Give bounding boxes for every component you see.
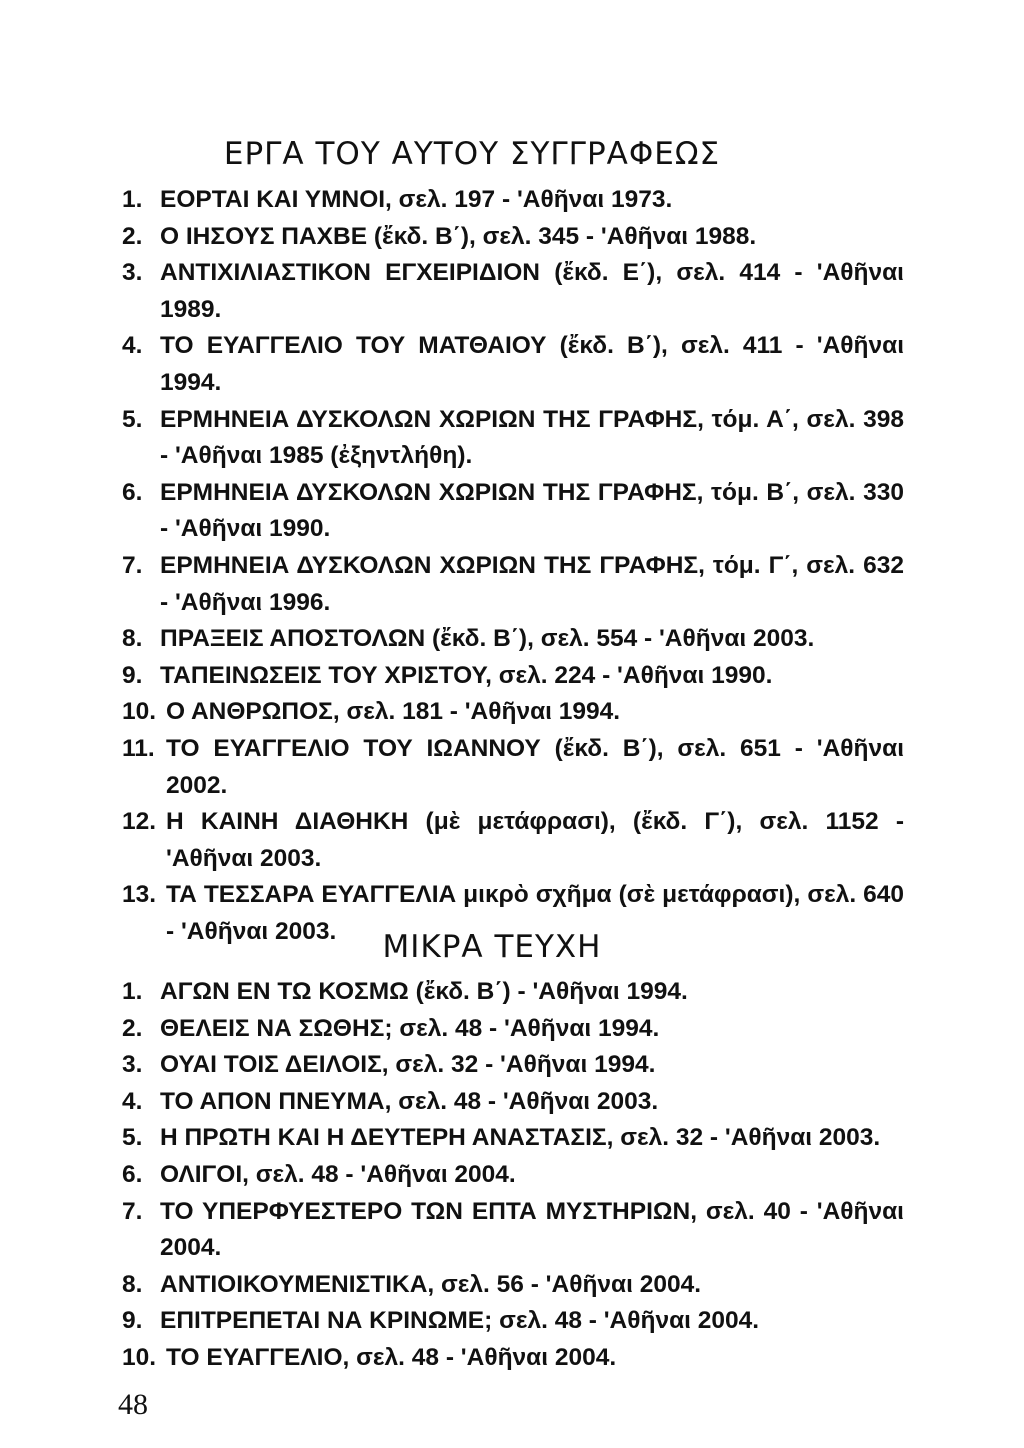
item-number: 10. bbox=[122, 698, 157, 726]
list-item bbox=[122, 731, 904, 804]
list-item bbox=[122, 1120, 904, 1157]
list-item bbox=[122, 219, 904, 256]
item-text: Ο ΑΝΘΡΩΠΟΣ, σελ. 181 - 'Αθῆναι 1994. bbox=[166, 698, 621, 726]
works-list bbox=[122, 182, 904, 950]
list-item bbox=[122, 1267, 904, 1304]
list-item bbox=[122, 804, 904, 877]
list-item bbox=[122, 402, 904, 475]
item-number: 1. bbox=[122, 978, 143, 1005]
item-text: ΘΕΛΕΙΣ ΝΑ ΣΩΘΗΣ; σελ. 48 - 'Αθῆναι 1994. bbox=[160, 1014, 660, 1042]
item-number: 7. bbox=[122, 1197, 143, 1225]
item-number: 3. bbox=[122, 259, 143, 287]
item-number: 6. bbox=[122, 478, 143, 506]
item-number: 8. bbox=[122, 1270, 143, 1298]
item-number: 4. bbox=[122, 332, 143, 360]
list-item bbox=[122, 182, 904, 219]
page-number: 48 bbox=[118, 1388, 148, 1421]
list-item bbox=[122, 1340, 904, 1377]
list-item bbox=[122, 974, 904, 1011]
item-text: Ο ΙΗΣΟΥΣ ΠΑΧΒΕ (ἔκδ. Β΄), σελ. 345 - 'Αθῆναι 1988. bbox=[160, 222, 757, 250]
item-number: 9. bbox=[122, 1307, 143, 1335]
item-text: Η ΠΡΩΤΗ ΚΑΙ Η ΔΕΥΤΕΡΗ ΑΝΑΣΤΑΣΙΣ, σελ. 32 - 'Αθῆναι 2003. bbox=[160, 1124, 881, 1152]
item-text: ΤΟ ΕΥΑΓΓΕΛΙΟ ΤΟΥ ΜΑΤΘΑΙΟΥ (ἔκδ. Β΄), σελ. 411 - 'Αθῆναι 1994. bbox=[160, 332, 904, 396]
item-text: ΕΡΜΗΝΕΙΑ ΔΥΣΚΟΛΩΝ ΧΩΡΙΩΝ ΤΗΣ ΓΡΑΦΗΣ, τόμ. Β΄, σελ. 330 - 'Αθῆναι 1990. bbox=[160, 478, 904, 543]
item-text: Η ΚΑΙΝΗ ΔΙΑΘΗΚΗ (μὲ μετάφρασι), (ἔκδ. Γ΄), σελ. 1152 - 'Αθῆναι 2003. bbox=[166, 808, 904, 872]
item-number: 7. bbox=[122, 551, 143, 579]
list-item bbox=[122, 694, 904, 731]
item-number: 9. bbox=[122, 661, 143, 689]
list-item bbox=[122, 1303, 904, 1340]
list-item bbox=[122, 475, 904, 548]
item-text: ΑΝΤΙΧΙΛΙΑΣΤΙΚΟΝ ΕΓΧΕΙΡΙΔΙΟΝ (ἔκδ. Ε΄), σελ. 414 - 'Αθῆναι 1989. bbox=[160, 259, 904, 323]
item-text: ΕΟΡΤΑΙ ΚΑΙ ΥΜΝΟΙ, σελ. 197 - 'Αθῆναι 1973. bbox=[160, 186, 673, 213]
item-number: 2. bbox=[122, 222, 143, 250]
item-text: ΑΓΩΝ ΕΝ ΤΩ ΚΟΣΜΩ (ἔκδ. Β΄) - 'Αθῆναι 1994. bbox=[160, 978, 688, 1005]
item-text: ΤΟ ΑΠΟΝ ΠΝΕΥΜΑ, σελ. 48 - 'Αθῆναι 2003. bbox=[160, 1087, 659, 1115]
item-text: ΕΠΙΤΡΕΠΕΤΑΙ ΝΑ ΚΡΙΝΩΜΕ; σελ. 48 - 'Αθῆναι 2004. bbox=[160, 1307, 760, 1335]
item-number: 11. bbox=[122, 734, 155, 762]
list-item bbox=[122, 548, 904, 621]
item-number: 3. bbox=[122, 1051, 143, 1079]
booklets-list bbox=[122, 974, 904, 1377]
item-text: ΑΝΤΙΟΙΚΟΥΜΕΝΙΣΤΙΚΑ, σελ. 56 - 'Αθῆναι 2004. bbox=[160, 1270, 702, 1298]
list-item bbox=[122, 621, 904, 658]
item-text: ΤΑΠΕΙΝΩΣΕΙΣ ΤΟΥ ΧΡΙΣΤΟΥ, σελ. 224 - 'Αθῆναι 1990. bbox=[160, 661, 773, 689]
item-number: 13. bbox=[122, 881, 157, 909]
works-section-title: ΕΡΓΑ ΤΟΥ ΑΥΤΟΥ ΣΥΓΓΡΑΦΕΩΣ bbox=[223, 136, 721, 172]
list-item bbox=[122, 1157, 904, 1194]
item-text: ΠΡΑΞΕΙΣ ΑΠΟΣΤΟΛΩΝ (ἔκδ. Β΄), σελ. 554 - 'Αθῆναι 2003. bbox=[160, 625, 815, 653]
item-text: ΕΡΜΗΝΕΙΑ ΔΥΣΚΟΛΩΝ ΧΩΡΙΩΝ ΤΗΣ ΓΡΑΦΗΣ, τόμ. Γ΄, σελ. 632 - 'Αθῆναι 1996. bbox=[160, 551, 904, 616]
list-item bbox=[122, 255, 904, 328]
item-number: 5. bbox=[122, 1124, 143, 1152]
list-item bbox=[122, 328, 904, 401]
item-number: 10. bbox=[122, 1343, 157, 1371]
booklets-section-title: ΜΙΚΡΑ ΤΕΥΧΗ bbox=[382, 929, 602, 965]
item-number: 2. bbox=[122, 1014, 143, 1042]
item-text: ΕΡΜΗΝΕΙΑ ΔΥΣΚΟΛΩΝ ΧΩΡΙΩΝ ΤΗΣ ΓΡΑΦΗΣ, τόμ. Α΄, σελ. 398 - 'Αθῆναι 1985 (ἐξηντλήθη). bbox=[160, 405, 904, 470]
item-number: 6. bbox=[122, 1160, 143, 1188]
list-item bbox=[122, 1084, 904, 1121]
item-number: 12. bbox=[122, 808, 157, 836]
item-number: 4. bbox=[122, 1087, 143, 1115]
item-text: ΟΛΙΓΟΙ, σελ. 48 - 'Αθῆναι 2004. bbox=[160, 1160, 516, 1188]
item-number: 1. bbox=[122, 186, 143, 213]
item-text: ΤΑ ΤΕΣΣΑΡΑ ΕΥΑΓΓΕΛΙΑ μικρὸ σχῆμα (σὲ μετάφρασι), σελ. 640 - 'Αθῆναι 2003. bbox=[166, 881, 904, 945]
item-text: ΤΟ ΥΠΕΡΦΥΕΣΤΕΡΟ ΤΩΝ ΕΠΤΑ ΜΥΣΤΗΡΙΩΝ, σελ. 40 - 'Αθῆναι 2004. bbox=[160, 1197, 904, 1262]
item-number: 8. bbox=[122, 625, 143, 653]
list-item bbox=[122, 658, 904, 695]
list-item bbox=[122, 1194, 904, 1267]
list-item bbox=[122, 1047, 904, 1084]
item-text: ΤΟ ΕΥΑΓΓΕΛΙΟ ΤΟΥ ΙΩΑΝΝΟΥ (ἔκδ. Β΄), σελ. 651 - 'Αθῆναι 2002. bbox=[166, 734, 904, 799]
item-text: ΤΟ ΕΥΑΓΓΕΛΙΟ, σελ. 48 - 'Αθῆναι 2004. bbox=[166, 1343, 617, 1371]
item-text: ΟΥΑΙ ΤΟΙΣ ΔΕΙΛΟΙΣ, σελ. 32 - 'Αθῆναι 1994. bbox=[160, 1051, 656, 1079]
item-number: 5. bbox=[122, 405, 143, 433]
list-item bbox=[122, 1011, 904, 1048]
